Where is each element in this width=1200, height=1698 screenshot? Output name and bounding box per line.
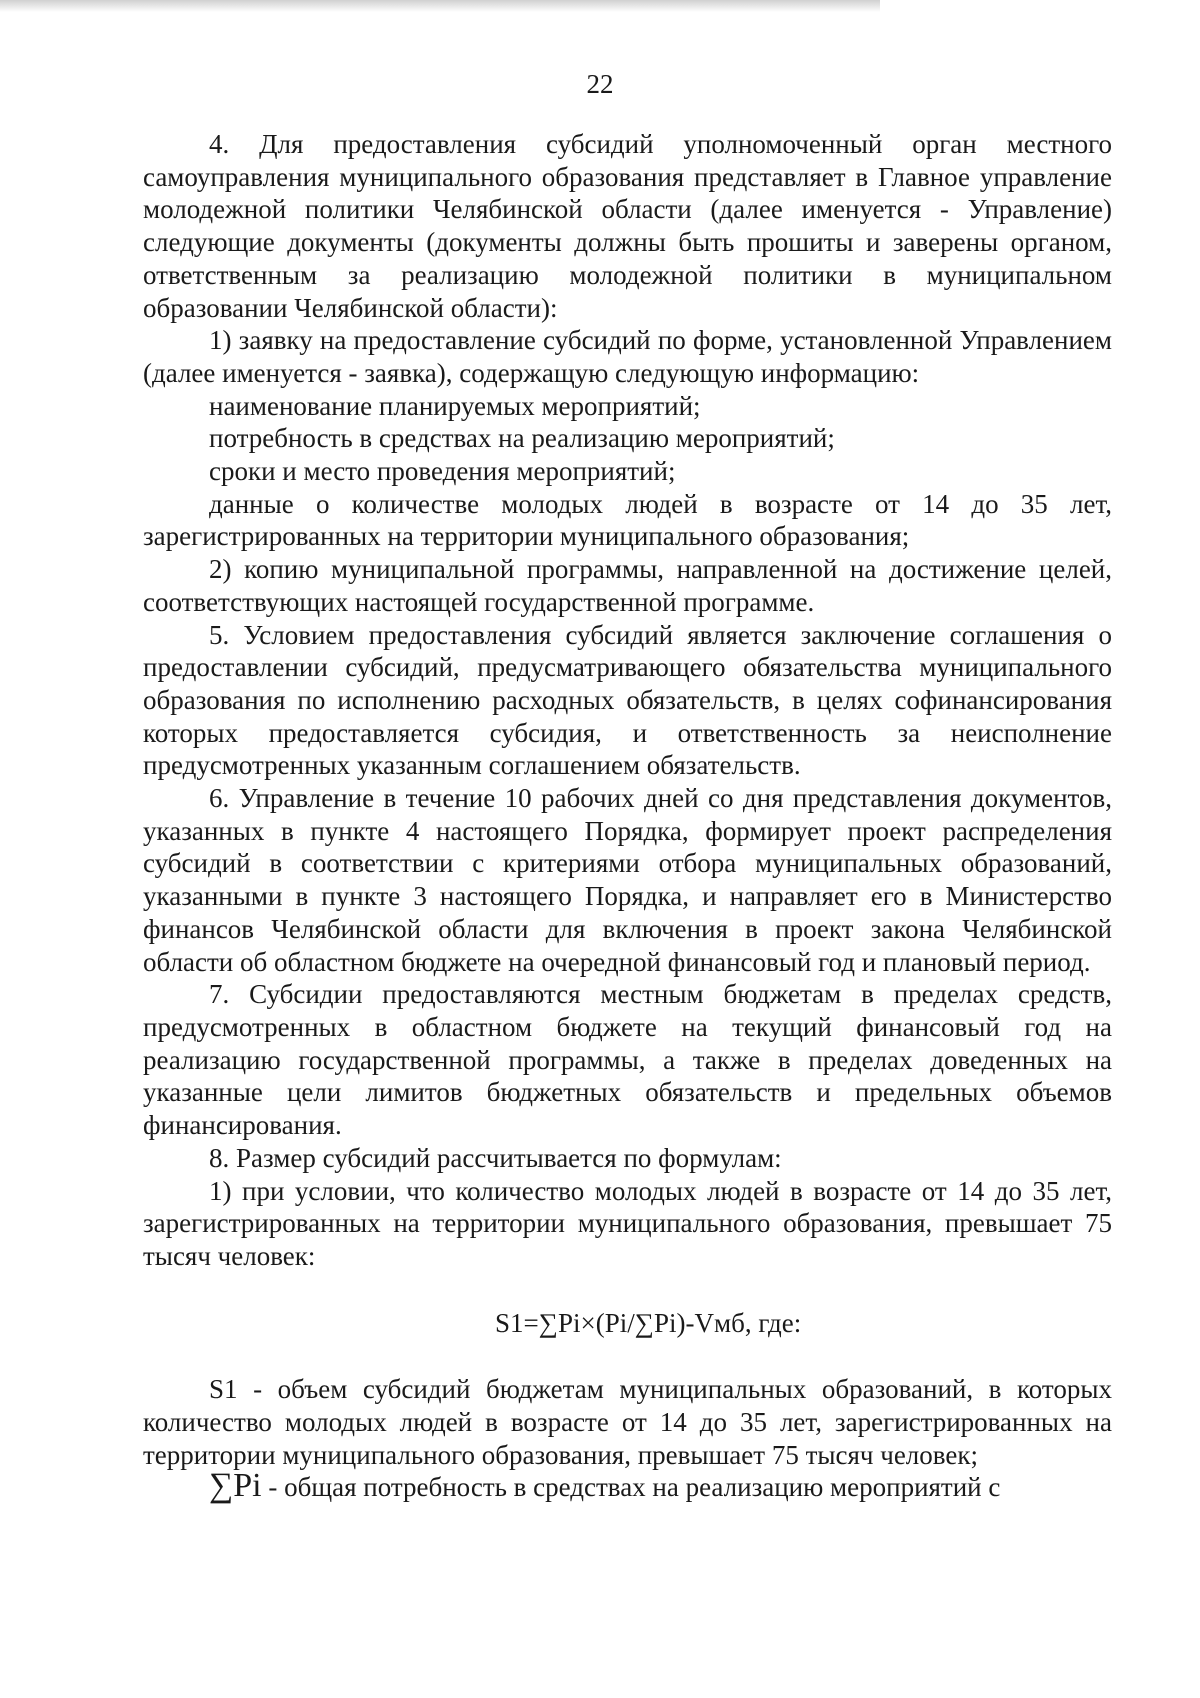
paragraph-item-7: 7. Субсидии предоставляются местным бюджетам в пределах средств, предусмотренных в областном бюджете на текущий финансовый год на реализацию государственной программы, а также в пределах доведенных на указанные цели лимитов бюджетных обязательств и предельных объемов финансирования. xyxy=(143,979,1112,1141)
paragraph-item-8: 8. Размер субсидий рассчитывается по формулам: xyxy=(209,1142,782,1173)
list-item-dates-place: сроки и место проведения мероприятий; xyxy=(209,456,676,487)
sum-pi-text: - общая потребность в средствах на реализацию мероприятий с xyxy=(261,1472,1001,1503)
paragraph-condition-1: 1) при условии, что количество молодых людей в возрасте от 14 до 35 лет, зарегистрированных на территории муниципального образования, превышает 75 тысяч человек: xyxy=(143,1175,1112,1271)
definition-s1: S1 - объем субсидий бюджетам муниципальных образований, в которых количество молодых людей в возрасте от 14 до 35 лет, зарегистрированных на территории муниципального образования, превышает 75 тысяч человек; xyxy=(143,1374,1112,1470)
paragraph-youth-count: данные о количестве молодых людей в возрасте от 14 до 35 лет, зарегистрированных на территории муниципального образования; xyxy=(143,488,1112,552)
definition-sum-pi xyxy=(143,1467,1112,1505)
paragraph-item-4: 4. Для предоставления субсидий уполномоченный орган местного самоуправления муниципального образования представляет в Главное управление молодежной политики Челябинской области (далее именуется - Управление) следующие документы (документы должны быть прошиты и заверены органом, ответственным за реализацию молодежной политики в муниципальном образовании Челябинской области): xyxy=(143,129,1112,323)
document-body xyxy=(143,128,1112,1504)
page-number: 22 xyxy=(586,69,614,99)
list-item-funding-need: потребность в средствах на реализацию мероприятий; xyxy=(209,423,835,454)
paragraph-program-copy: 2) копию муниципальной программы, направленной на достижение целей, соответствующих настоящей государственной программе. xyxy=(143,554,1112,617)
list-item-event-names: наименование планируемых мероприятий; xyxy=(209,390,701,421)
sum-pi-symbol: ∑Pi xyxy=(209,1467,262,1505)
formula-s1: S1=∑Pi×(Pi/∑Pi)-Vмб, где: xyxy=(495,1307,802,1338)
scan-edge-shading xyxy=(0,0,880,12)
paragraph-item-6: 6. Управление в течение 10 рабочих дней со дня представления документов, указанных в пункте 4 настоящего Порядка, формирует проект распределения субсидий в соответствии с критериями отбора муниципальных образований, указанными в пункте 3 настоящего Порядка, и направляет его в Министерство финансов Челябинской области для включения в проект закона Челябинской области об областном бюджете на очередной финансовый год и плановый период. xyxy=(143,783,1112,977)
paragraph-item-5: 5. Условием предоставления субсидий является заключение соглашения о предоставлении субсидий, предусматривающего обязательства муниципального образования по исполнению расходных обязательств, в целях софинансирования которых предоставляется субсидия, и ответственность за неисполнение предусмотренных указанным соглашением обязательств. xyxy=(143,619,1112,781)
paragraph-application: 1) заявку на предоставление субсидий по форме, установленной Управлением (далее именуется - заявка), содержащую следующую информацию: xyxy=(143,325,1112,388)
